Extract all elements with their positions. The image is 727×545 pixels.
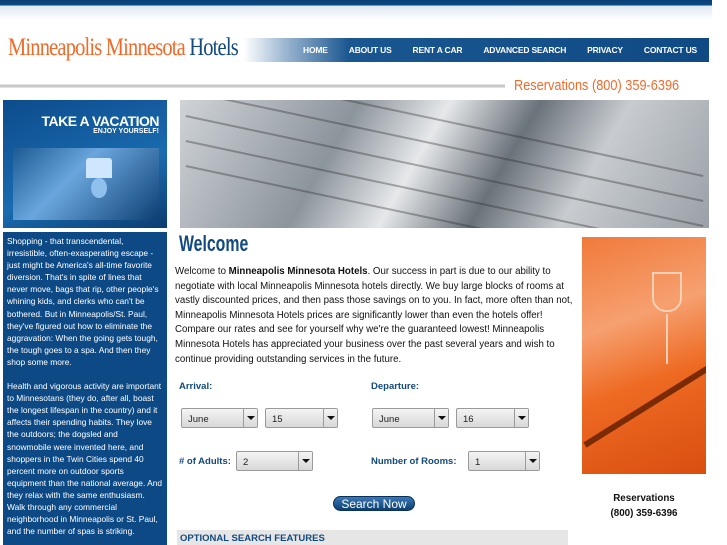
main-nav: [180, 38, 709, 62]
reservations-phone: (800) 359-6396: [610, 508, 678, 519]
hotel-room-image: [13, 148, 159, 220]
chevron-down-icon: [243, 409, 257, 427]
departure-label: Departure:: [371, 381, 420, 392]
promo-title: TAKE A VACATION: [41, 113, 159, 129]
departure-day-select[interactable]: 16: [456, 408, 529, 428]
chevron-down-icon: [525, 452, 539, 470]
arrival-label: Arrival:: [179, 381, 213, 392]
sidebar-article: [3, 232, 167, 545]
reservations-box: [582, 491, 706, 521]
arrival-day-select[interactable]: 15: [265, 408, 338, 428]
dining-image: [582, 237, 706, 474]
sidebar-paragraph: Shopping - that transcendental, irresistible, often-exasperating escape - just might be America's all-time favorite diversion. That's in spite of lines that never move, bags that rip, other people's whining kids, and clerks who can't be bothered. But in Minneapolis/St. Paul, they've figured out how to eliminate the aggravation: When the going gets tough, the tough goes to a spa. And then they shop some more.: [7, 236, 159, 367]
rooms-select[interactable]: 1: [468, 451, 540, 471]
vacation-promo-banner[interactable]: [3, 100, 167, 228]
chevron-down-icon: [298, 452, 312, 470]
top-banner: [0, 0, 712, 20]
search-now-button[interactable]: Search Now: [333, 496, 415, 511]
intro-paragraph: Welcome to Minneapolis Minnesota Hotels. Our success in part is due to our ability to negotiate with local Minneapolis Minnesota hotels directly. We buy large blocks of rooms at vastly discounted prices, and then pass those savings on to you. In fact, more often than not, Minneapolis Minnesota Hotels prices are significantly lower than even the hotels offer! Compare our rates and see for yourself why we're the guaranteed lowest! Minneapolis Minnesota Hotels has appreciated your business over the past several years and wish to continue providing outstanding services in the future.: [175, 266, 573, 365]
nav-advanced-search[interactable]: ADVANCED SEARCH: [483, 45, 567, 55]
chevron-down-icon: [323, 409, 337, 427]
hotel-building-image: [180, 100, 709, 228]
adults-label: # of Adults:: [179, 456, 231, 467]
optional-search-features-header[interactable]: OPTIONAL SEARCH FEATURES: [177, 530, 568, 545]
reservations-title: Reservations: [613, 493, 675, 504]
nav-rent-a-car[interactable]: RENT A CAR: [412, 45, 463, 55]
departure-month-select[interactable]: June: [372, 408, 449, 428]
rooms-label: Number of Rooms:: [371, 456, 457, 467]
nav-home[interactable]: HOME: [303, 45, 328, 55]
header-reservations-phone: Reservations (800) 359-6396: [514, 77, 680, 94]
nav-contact-us[interactable]: CONTACT US: [643, 45, 697, 55]
chevron-down-icon: [434, 409, 448, 427]
promo-subtitle: ENJOY YOURSELF!: [93, 128, 159, 135]
adults-select[interactable]: 2: [236, 451, 313, 471]
nav-about-us[interactable]: ABOUT US: [348, 45, 392, 55]
nav-privacy[interactable]: PRIVACY: [587, 45, 623, 55]
chevron-down-icon: [514, 409, 528, 427]
header-divider: [0, 84, 505, 88]
arrival-month-select[interactable]: June: [181, 408, 258, 428]
page-title: Welcome: [179, 231, 249, 256]
sidebar-paragraph: Health and vigorous activity are important to Minnesotans (they do, after all, boast the longest lifespan in the country) and it affects their spending habits. They love the outdoors; the dogsled and snowmobile were invented here, and shoppers in the Twin Cities spend 40 percent more on outdoor sports equipment than the national average. And they relax with the same enthusiasm. Walk through any commercial neighborhood in Minneapolis or St. Paul, and the number of spas is striking.: [7, 381, 163, 537]
site-logo[interactable]: Minneapolis Minnesota Hotels: [8, 34, 238, 61]
